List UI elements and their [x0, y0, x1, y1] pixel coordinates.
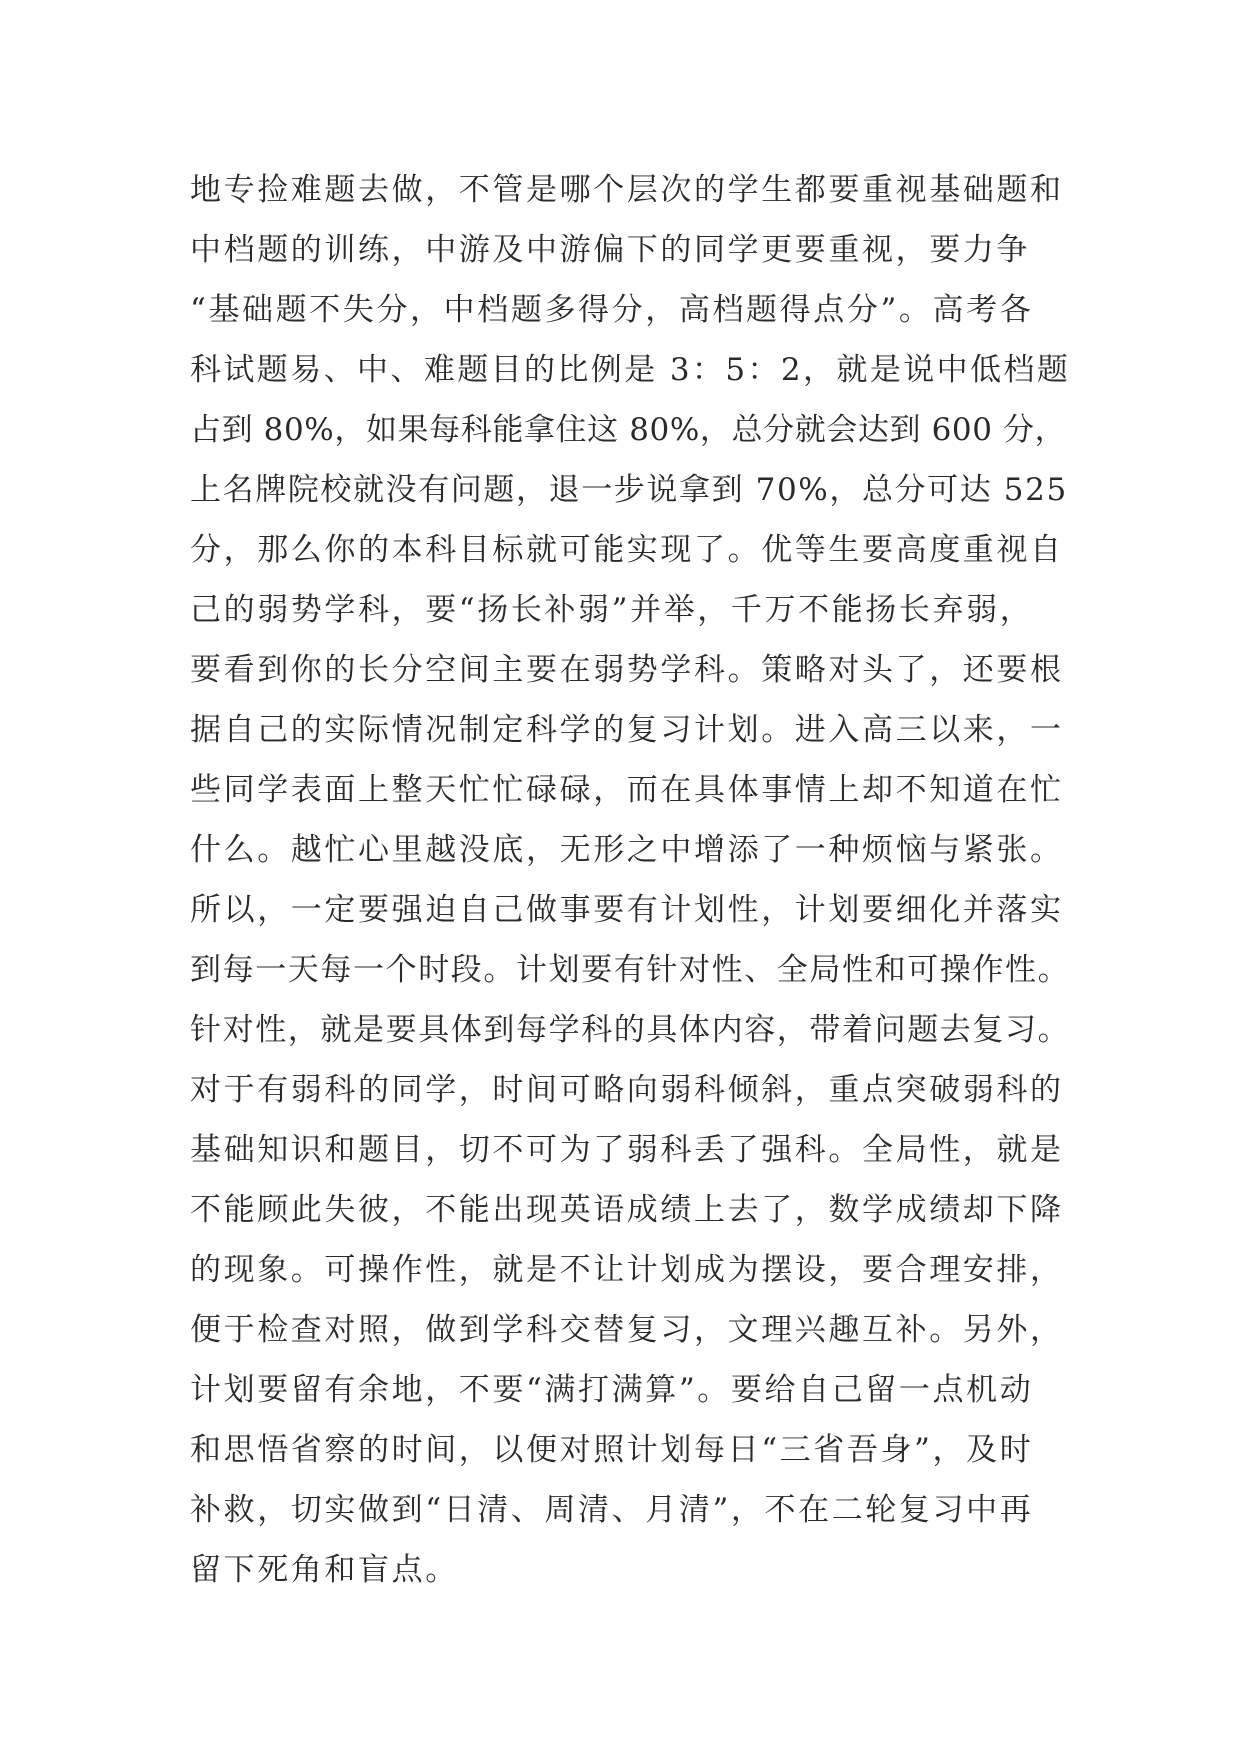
text-line-13: 所以，一定要强迫自己做事要有计划性，计划要细化并落实 — [190, 892, 1064, 928]
text-line-19: 的现象。可操作性，就是不让计划成为摆设，要合理安排， — [190, 1252, 1064, 1288]
text-line-14: 到每一天每一个时段。计划要有针对性、全局性和可操作性。 — [190, 952, 1071, 988]
text-line-11: 些同学表面上整天忙忙碌碌，而在具体事情上却不知道在忙 — [190, 772, 1064, 808]
text-line-16: 对于有弱科的同学，时间可略向弱科倾斜，重点突破弱科的 — [190, 1072, 1064, 1108]
text-line-18: 不能顾此失彼，不能出现英语成绩上去了，数学成绩却下降 — [190, 1192, 1064, 1228]
text-line-8: 己的弱势学科，要“扬长补弱”并举，千万不能扬长弃弱， — [190, 592, 1034, 628]
text-line-3: “基础题不失分，中档题多得分，高档题得点分”。高考各 — [190, 292, 1034, 328]
text-line-4: 科试题易、中、难题目的比例是 3：5：2，就是说中低档题 — [190, 352, 1071, 388]
text-line-2: 中档题的训练，中游及中游偏下的同学更要重视，要力争 — [190, 232, 1030, 268]
text-line-9: 要看到你的长分空间主要在弱势学科。策略对头了，还要根 — [190, 652, 1064, 688]
text-line-5: 占到 80%，如果每科能拿住这 80%，总分就会达到 600 分， — [190, 412, 1067, 448]
text-line-21: 计划要留有余地，不要“满打满算”。要给自己留一点机动 — [190, 1372, 1034, 1408]
text-line-24: 留下死角和盲点。 — [190, 1552, 459, 1588]
text-line-15: 针对性，就是要具体到每学科的具体内容，带着问题去复习。 — [190, 1012, 1071, 1048]
text-line-12: 什么。越忙心里越没底，无形之中增添了一种烦恼与紧张。 — [190, 832, 1064, 868]
text-line-7: 分，那么你的本科目标就可能实现了。优等生要高度重视自 — [190, 532, 1064, 568]
text-line-6: 上名牌院校就没有问题，退一步说拿到 70%，总分可达 525 — [190, 472, 1068, 508]
text-line-23: 补救，切实做到“日清、周清、月清”，不在二轮复习中再 — [190, 1492, 1034, 1528]
text-line-10: 据自己的实际情况制定科学的复习计划。进入高三以来，一 — [190, 712, 1064, 748]
text-line-20: 便于检查对照，做到学科交替复习，文理兴趣互补。另外， — [190, 1312, 1064, 1348]
body-text — [190, 160, 1070, 1600]
text-line-1: 地专捡难题去做，不管是哪个层次的学生都要重视基础题和 — [190, 172, 1064, 208]
text-line-22: 和思悟省察的时间，以便对照计划每日“三省吾身”，及时 — [190, 1432, 1034, 1468]
text-line-17: 基础知识和题目，切不可为了弱科丢了强科。全局性，就是 — [190, 1132, 1064, 1168]
